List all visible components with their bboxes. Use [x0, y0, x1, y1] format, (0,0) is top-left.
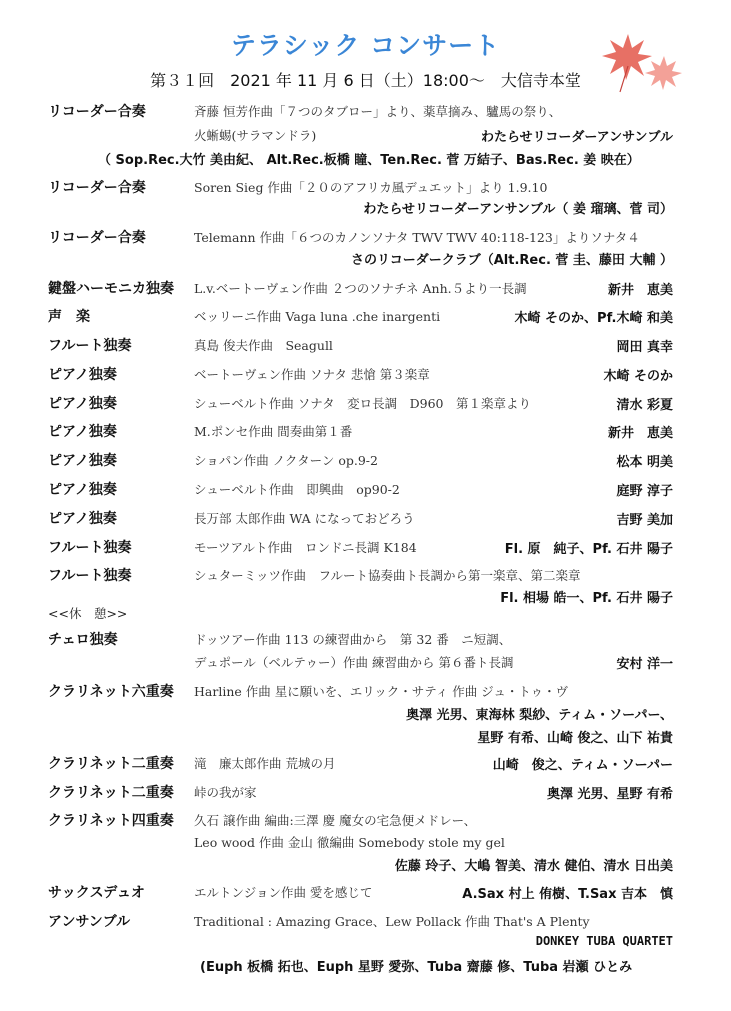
program-performer-cont: 星野 有希、山崎 俊之、山下 祐貴	[477, 731, 673, 746]
program-piece: シューベルト作曲 即興曲 op90-2	[194, 482, 400, 497]
program-piece: 峠の我が家	[194, 785, 257, 800]
program-performer: わたらせリコーダーアンサンブル	[480, 130, 673, 145]
program-piece: エルトンジョン作曲 愛を感じて	[194, 885, 373, 900]
program-piece: 斉藤 恒芳作曲「７つのタブロー」より、薬草摘み、驢馬の祭り、	[194, 104, 562, 119]
program-category: ピアノ独奏	[48, 453, 117, 469]
program-category: リコーダー合奏	[48, 230, 146, 246]
program-piece-cont: 火蜥蜴(サラマンドラ)	[194, 128, 317, 143]
program-performer: わたらせリコーダーアンサンブル（ 姜 瑠璃、菅 司）	[363, 202, 673, 217]
program-performer: Fl. 原 純子、Pf. 石井 陽子	[504, 542, 673, 557]
program-piece-cont: デュポール（ベルテゥー）作曲 練習曲から 第６番ト長調	[194, 655, 514, 670]
program-performer: Fl. 相場 皓一、Pf. 石井 陽子	[500, 591, 673, 606]
program-category: サックスデュオ	[48, 885, 145, 901]
program-category: 鍵盤ハーモニカ独奏	[48, 281, 174, 297]
program-category: クラリネット四重奏	[48, 813, 174, 829]
program-category: クラリネット二重奏	[48, 756, 174, 772]
program-performer: さのリコーダークラブ（Alt.Rec. 菅 圭、藤田 大輔 ）	[351, 253, 673, 268]
program-performer: 奥澤 光男、東海林 梨紗、ティム・ソーパー、	[406, 708, 673, 723]
program-piece: 長万部 太郎作曲 WA になっておどろう	[194, 511, 415, 526]
program-category: リコーダー合奏	[48, 104, 146, 120]
concert-date-venue: 第３１回 2021 年 11 月 6 日（土）18:00～ 大信寺本堂	[150, 71, 581, 90]
program-performer: 岡田 真幸	[616, 340, 673, 355]
concert-title: テラシック コンサート	[230, 31, 501, 60]
program-performer: A.Sax 村上 侑樹、T.Sax 吉本 慎	[462, 887, 673, 902]
program-category: ピアノ独奏	[48, 424, 117, 440]
program-category: クラリネット二重奏	[48, 785, 174, 801]
program-performer: 新井 恵美	[607, 426, 673, 441]
program-performer: 庭野 淳子	[616, 484, 673, 499]
program-category: ピアノ独奏	[48, 511, 117, 527]
program-category: ピアノ独奏	[48, 482, 117, 498]
program-category: チェロ独奏	[48, 632, 118, 648]
program-piece: ドッツアー作曲 113 の練習曲から 第 32 番 ニ短調、	[194, 632, 512, 647]
program-performer: 清水 彩夏	[616, 398, 673, 413]
program-piece: モーツアルト作曲 ロンドニ長調 K184	[194, 540, 417, 555]
program-members: （ Sop.Rec.大竹 美由紀、 Alt.Rec.板橋 瞳、Ten.Rec. 菅 万結子、Bas.Rec. 姜 映在）	[98, 153, 640, 168]
program-performer: DONKEY TUBA QUARTET	[535, 934, 673, 948]
program-piece: M.ポンセ作曲 間奏曲第１番	[194, 424, 353, 439]
program-category: 声 楽	[48, 309, 90, 325]
program-piece: Harline 作曲 星に願いを、エリック・サティ 作曲 ジュ・トゥ・ヴ	[194, 684, 569, 699]
program-members: (Euph 板橋 拓也、Euph 星野 愛弥、Tuba 齋藤 修、Tuba 岩瀬 ひとみ	[200, 960, 633, 975]
program-piece: Traditional : Amazing Grace、Lew Pollack 作曲 That's A Plenty	[194, 914, 590, 929]
program-piece: Telemann 作曲「６つのカノンソナタ TWV TWV 40:118-123」よりソナタ４	[194, 230, 640, 245]
program-piece: 真島 俊夫作曲 Seagull	[194, 338, 333, 353]
program-performer: 奥澤 光男、星野 有希	[546, 787, 673, 802]
program-performer: 安村 洋一	[616, 657, 673, 672]
program-piece-cont: Leo wood 作曲 金山 徹編曲 Somebody stole my gel	[194, 835, 505, 850]
program-performer: 木崎 そのか	[603, 369, 673, 384]
program-performer: 吉野 美加	[616, 513, 673, 528]
program-category: フルート独奏	[48, 338, 132, 354]
program-piece: シュターミッツ作曲 フルート協奏曲ト長調から第一楽章、第二楽章	[194, 568, 581, 583]
program-performer: 山崎 俊之、ティム・ソーパー	[492, 758, 673, 773]
program-performer: 新井 恵美	[607, 283, 673, 298]
program-piece: シューベルト作曲 ソナタ 変ロ長調 D960 第１楽章より	[194, 396, 531, 411]
program-category: フルート独奏	[48, 540, 132, 556]
program-piece: 久石 譲作曲 編曲:三澤 慶 魔女の宅急便メドレー、	[194, 813, 477, 828]
program-piece: ショパン作曲 ノクターン op.9-2	[194, 453, 378, 468]
program-category: クラリネット六重奏	[48, 684, 174, 700]
program-performer: 木崎 そのか、Pf.木崎 和美	[514, 311, 673, 326]
program-piece: ベッリーニ作曲 Vaga luna .che inargenti	[194, 309, 441, 324]
maple-leaf-icon	[598, 26, 688, 96]
program-piece: ベートーヴェン作曲 ソナタ 悲愴 第３楽章	[194, 367, 430, 382]
program-category: ピアノ独奏	[48, 396, 117, 412]
program-performer: 松本 明美	[616, 455, 673, 470]
program-category: ピアノ独奏	[48, 367, 117, 383]
program-piece: 滝 廉太郎作曲 荒城の月	[194, 756, 336, 771]
program-piece: Soren Sieg 作曲「２０のアフリカ風デュエット」より 1.9.10	[194, 180, 548, 195]
program-category: フルート独奏	[48, 568, 132, 584]
program-performer: 佐藤 玲子、大嶋 智美、清水 健伯、清水 日出美	[394, 859, 673, 874]
program-category: アンサンブル	[48, 914, 131, 930]
program-piece: L.v.ベートーヴェン作曲 ２つのソナチネ Anh.５より一長調	[194, 281, 527, 296]
intermission-label: <<休 憩>>	[48, 606, 128, 621]
program-category: リコーダー合奏	[48, 180, 146, 196]
